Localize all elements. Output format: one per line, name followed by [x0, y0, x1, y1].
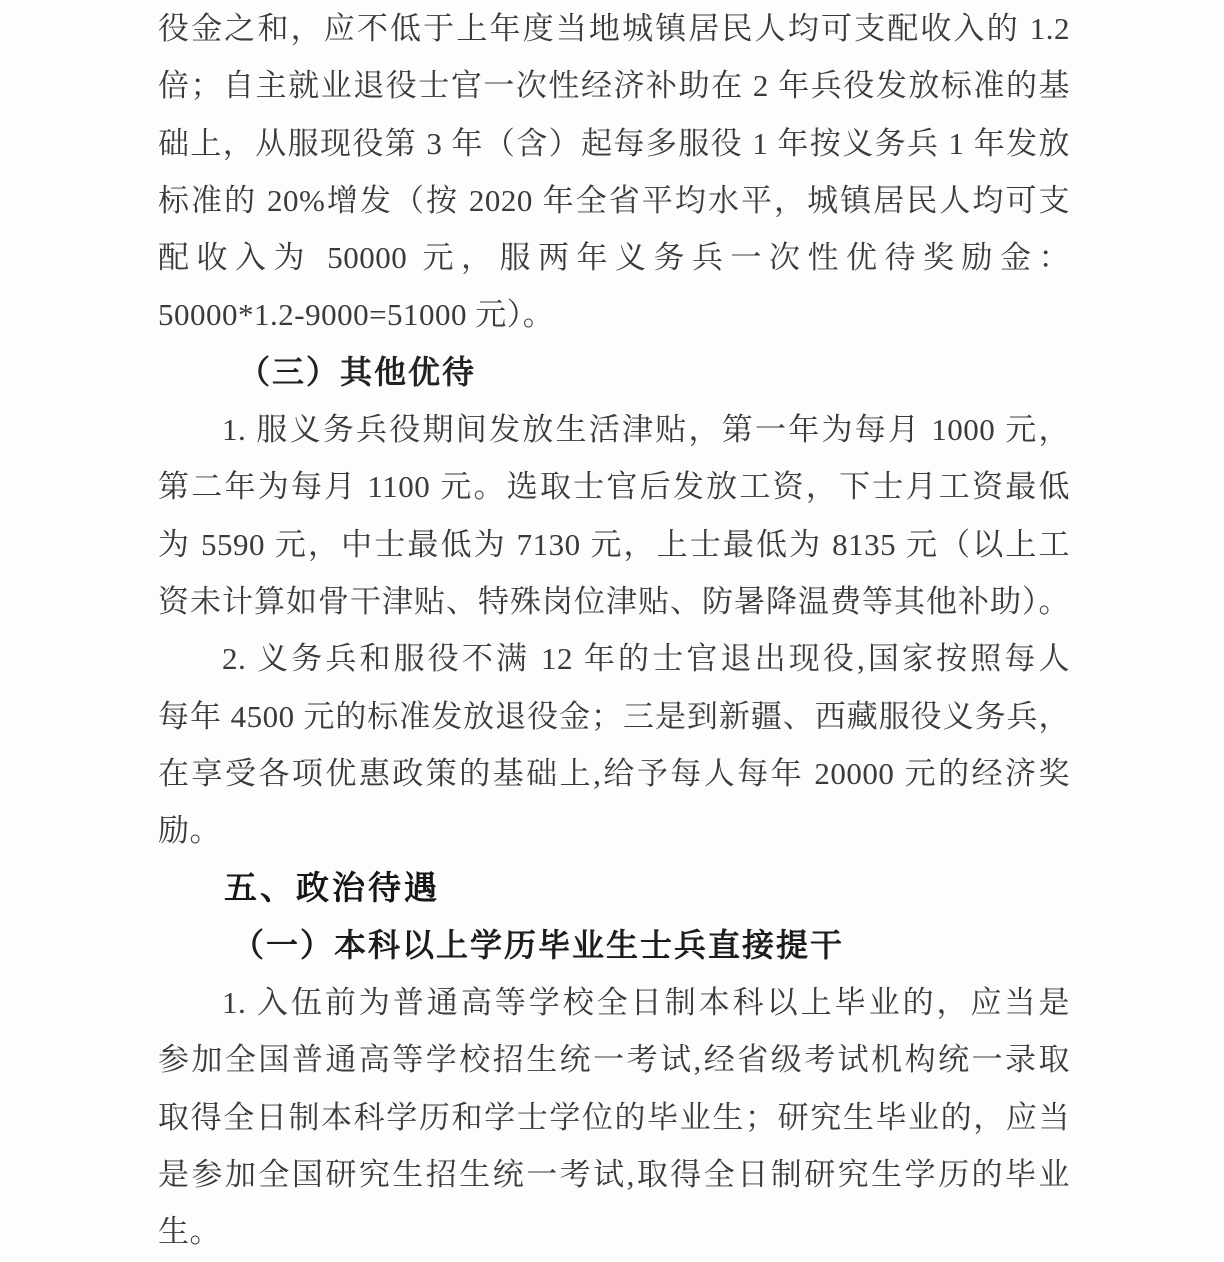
body-line: 资未计算如骨干津贴、特殊岗位津贴、防暑降温费等其他补助）。 — [158, 583, 1070, 619]
body-line: 每年 4500 元的标准发放退役金；三是到新疆、西藏服役义务兵， — [158, 698, 1070, 734]
body-line: 础上，从服现役第 3 年（含）起每多服役 1 年按义务兵 1 年发放 — [158, 125, 1070, 161]
body-line-item-1: 1. 入伍前为普通高等学校全日制本科以上毕业的，应当是 — [222, 985, 1070, 1021]
body-line: 标准的 20%增发（按 2020 年全省平均水平，城镇居民人均可支 — [158, 182, 1070, 218]
document-text-block — [158, 0, 1070, 1261]
body-line: 生。 — [158, 1214, 221, 1250]
body-line: 在享受各项优惠政策的基础上,给予每人每年 20000 元的经济奖 — [158, 755, 1070, 791]
body-line: 50000*1.2-9000=51000 元）。 — [158, 297, 555, 333]
subsection-heading-direct-promotion: （一）本科以上学历毕业生士兵直接提干 — [232, 926, 845, 963]
section-heading-political-treatment: 五、政治待遇 — [224, 869, 440, 907]
body-line: 取得全日制本科学历和学士学位的毕业生；研究生毕业的，应当 — [158, 1099, 1070, 1135]
body-line: 第二年为每月 1100 元。选取士官后发放工资，下士月工资最低 — [158, 469, 1070, 505]
body-line: 参加全国普通高等学校招生统一考试,经省级考试机构统一录取 — [158, 1042, 1070, 1078]
body-line: 倍；自主就业退役士官一次性经济补助在 2 年兵役发放标准的基 — [158, 68, 1070, 104]
subsection-heading-other-benefits: （三）其他优待 — [238, 353, 477, 390]
body-line-item-2: 2. 义务兵和服役不满 12 年的士官退出现役,国家按照每人 — [222, 641, 1070, 677]
body-line: 励。 — [158, 813, 221, 849]
body-line: 配收入为 50000 元，服两年义务兵一次性优待奖励金： — [158, 240, 1070, 276]
body-line: 为 5590 元，中士最低为 7130 元，上士最低为 8135 元（以上工 — [158, 526, 1070, 562]
body-line-item-1: 1. 服义务兵役期间发放生活津贴，第一年为每月 1000 元， — [222, 412, 1070, 448]
body-line: 役金之和，应不低于上年度当地城镇居民人均可支配收入的 1.2 — [158, 11, 1070, 46]
body-line: 是参加全国研究生招生统一考试,取得全日制研究生学历的毕业 — [158, 1156, 1070, 1192]
